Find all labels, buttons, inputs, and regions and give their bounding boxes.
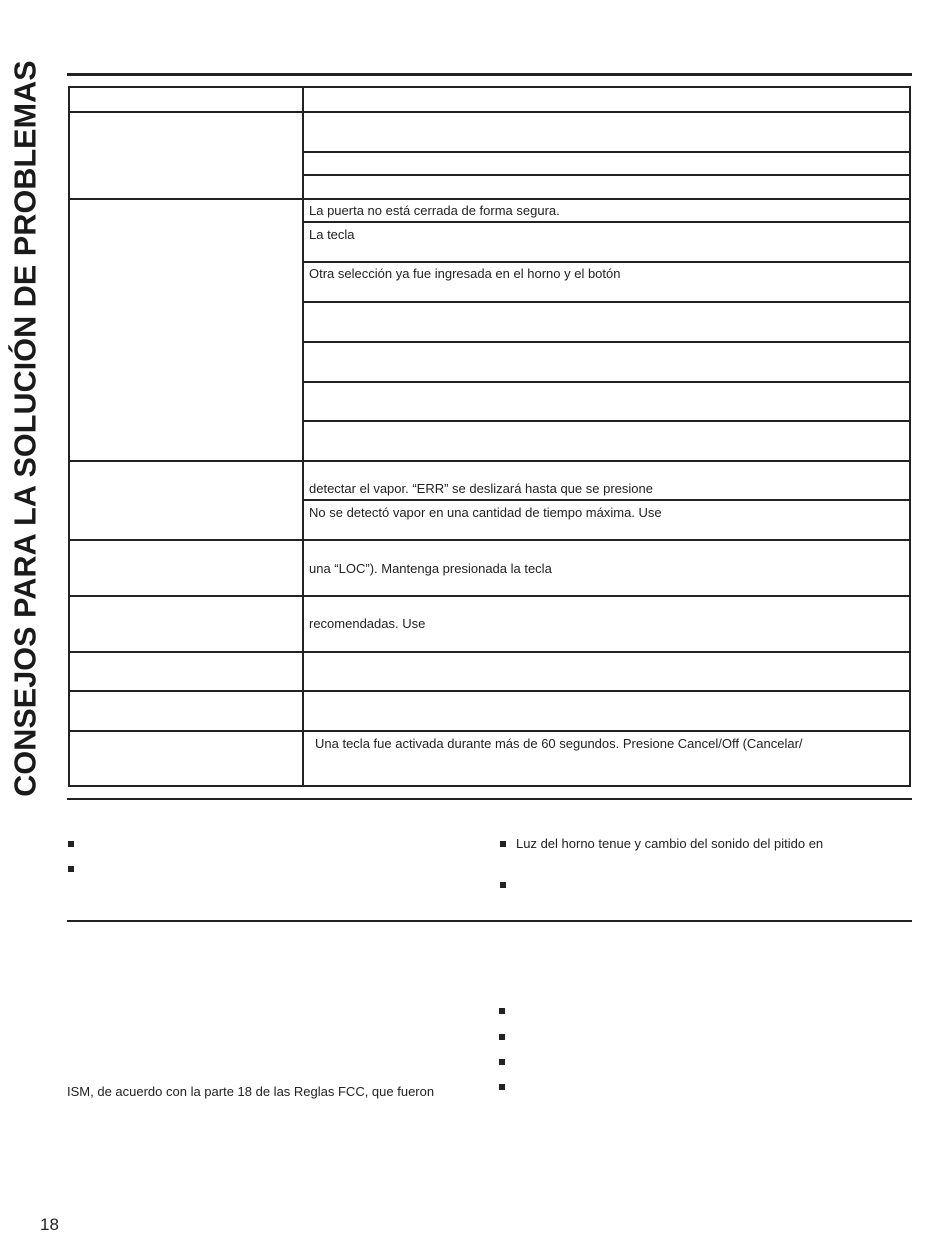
- bullet-marker: [68, 841, 74, 847]
- page-number: 18: [40, 1215, 59, 1234]
- row-divider: [70, 690, 909, 692]
- row-divider: [302, 381, 909, 383]
- bullet-marker: [499, 1059, 505, 1065]
- row-divider: [70, 595, 909, 597]
- normal-item-text: Luz del horno tenue y cambio del sonido del pitido en: [516, 836, 824, 851]
- row-divider: [302, 221, 909, 223]
- column-divider: [302, 88, 304, 785]
- row-divider: [302, 420, 909, 422]
- interference-paragraph: ISM, de acuerdo con la parte 18 de las Reglas FCC, que fueron: [67, 1084, 435, 1099]
- table-cell-text: recomendadas. Use: [309, 616, 426, 631]
- row-divider: [70, 651, 909, 653]
- table-cell-text: detectar el vapor. “ERR” se deslizará hasta que se presione: [309, 481, 653, 496]
- row-divider: [302, 261, 909, 263]
- troubleshooting-table: [68, 86, 911, 787]
- section-divider: [67, 920, 912, 922]
- row-divider: [70, 198, 909, 200]
- row-divider: [70, 460, 909, 462]
- bullet-marker: [499, 1034, 505, 1040]
- table-cell-text: La tecla: [309, 227, 355, 242]
- header-row-divider: [70, 111, 909, 113]
- row-divider: [302, 174, 909, 176]
- bullet-marker: [500, 882, 506, 888]
- section-divider: [67, 798, 912, 800]
- table-cell-text: Una tecla fue activada durante más de 60 segundos. Presione Cancel/Off (Cancelar/: [315, 736, 803, 751]
- row-divider: [70, 730, 909, 732]
- row-divider: [70, 539, 909, 541]
- row-divider: [302, 499, 909, 501]
- bullet-marker: [500, 841, 506, 847]
- table-cell-text: La puerta no está cerrada de forma segura.: [309, 203, 560, 218]
- row-divider: [302, 151, 909, 153]
- bullet-marker: [499, 1008, 505, 1014]
- bullet-marker: [68, 866, 74, 872]
- section-title: [2, 38, 50, 818]
- table-cell-text: Otra selección ya fue ingresada en el horno y el botón: [309, 266, 621, 281]
- row-divider: [302, 341, 909, 343]
- bullet-marker: [499, 1084, 505, 1090]
- table-cell-text: una “LOC”). Mantenga presionada la tecla: [309, 561, 552, 576]
- section-title-text: CONSEJOS PARA LA SOLUCIÓN DE PROBLEMAS: [8, 59, 43, 797]
- top-divider: [67, 73, 912, 76]
- table-cell-text: No se detectó vapor en una cantidad de tiempo máxima. Use: [309, 505, 662, 520]
- row-divider: [302, 301, 909, 303]
